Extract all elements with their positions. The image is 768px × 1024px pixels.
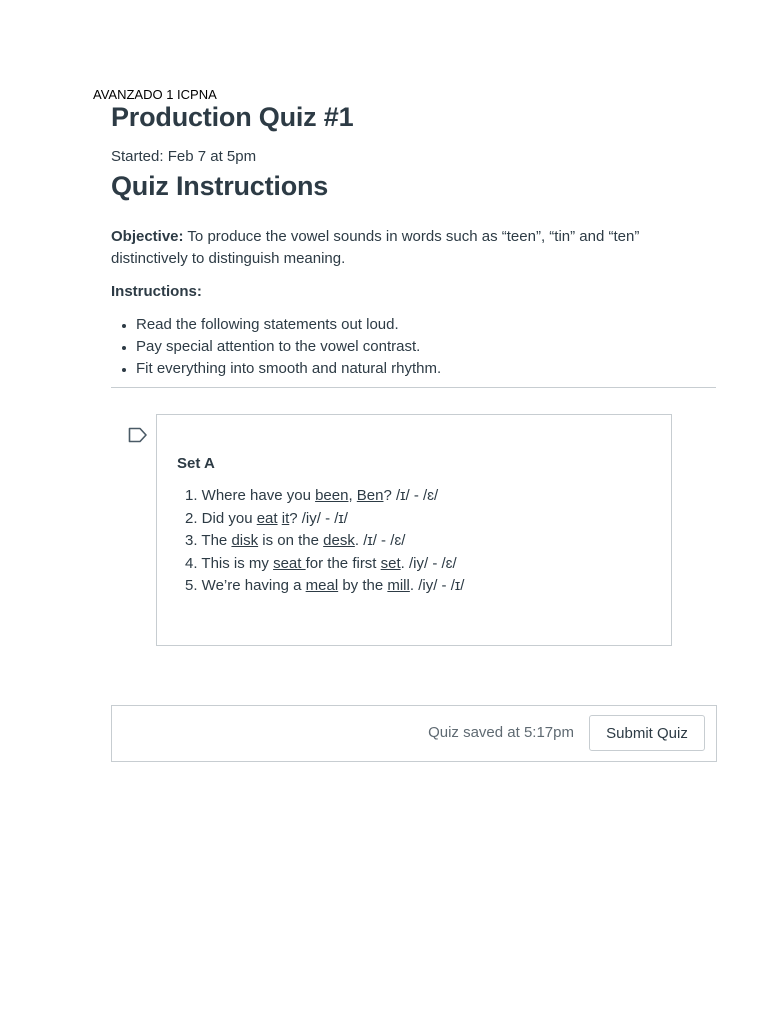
save-status: Quiz saved at 5:17pm: [428, 724, 574, 741]
list-item: 3. The disk is on the desk. /ɪ/ - /ɛ/: [185, 532, 406, 549]
statement-list: [185, 485, 464, 598]
started-timestamp: Started: Feb 7 at 5pm: [111, 148, 257, 165]
list-item: 4. This is my seat for the first set. /iy/ - /ɛ/: [185, 554, 457, 572]
quiz-footer: [111, 705, 717, 762]
objective-paragraph: [111, 226, 691, 270]
set-title: Set A: [177, 455, 215, 472]
instructions-label: Instructions:: [111, 283, 202, 300]
submit-quiz-button[interactable]: Submit Quiz: [589, 715, 705, 751]
instructions-list: [111, 314, 441, 380]
list-item: 5. We’re having a meal by the mill. /iy/ - /ɪ/: [185, 577, 465, 594]
flag-question-icon[interactable]: [128, 427, 148, 448]
quiz-title: Production Quiz #1: [111, 102, 354, 132]
list-item: Fit everything into smooth and natural rhythm.: [111, 358, 441, 380]
list-item: 2. Did you eat it? /iy/ - /ɪ/: [185, 509, 348, 527]
list-item: Pay special attention to the vowel contrast.: [111, 336, 441, 358]
course-label: AVANZADO 1 ICPNA: [93, 87, 217, 102]
question-card: [156, 414, 672, 646]
instructions-heading: Quiz Instructions: [111, 171, 329, 201]
section-divider: [111, 387, 716, 388]
objective-text: To produce the vowel sounds in words such as “teen”, “tin” and “ten” distinctively to distinguish meaning.: [111, 228, 640, 267]
objective-label: Objective:: [111, 228, 184, 245]
list-item: Read the following statements out loud.: [111, 314, 441, 336]
list-item: 1. Where have you been, Ben? /ɪ/ - /ɛ/: [185, 487, 439, 504]
